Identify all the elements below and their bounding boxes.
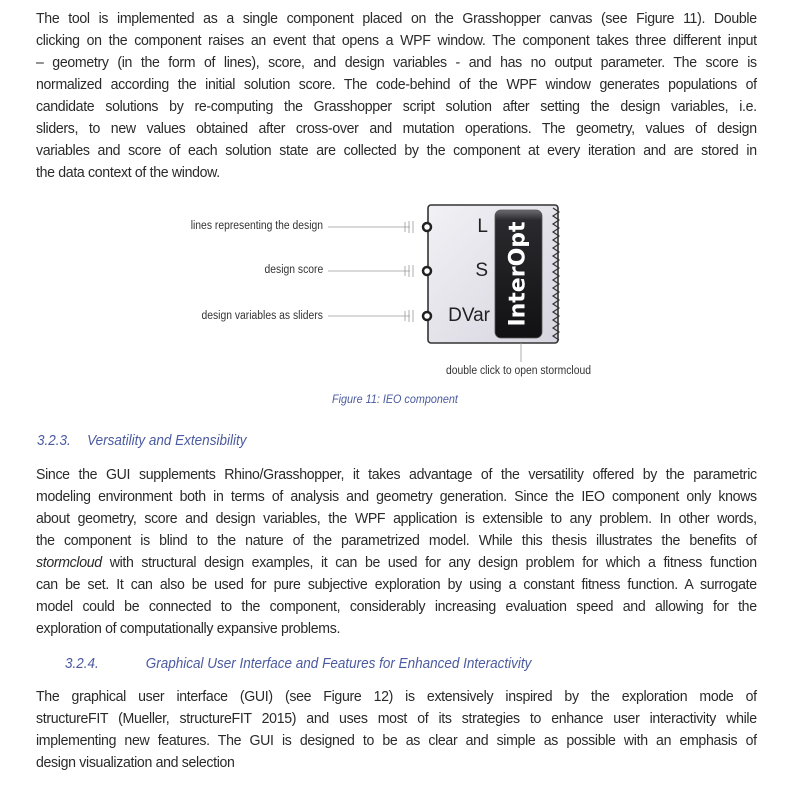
text-line: can be set. It can also be used for pure subjective exploration by using a constant fitness function. A surrogate	[36, 576, 757, 593]
text-line: sliders, to new values obtained after cross-over and mutation operations. The geometry, values of design	[36, 120, 757, 137]
text-line: model could be connected to the component, considerably increasing evaluation speed and allowing for the	[36, 598, 757, 615]
section-title: Graphical User Interface and Features for Enhanced Interactivity	[145, 655, 532, 672]
wire-ticks	[405, 221, 413, 322]
section-324-paragraph	[36, 686, 757, 774]
text-line: modeling environment both in terms of analysis and geometry generation. Since the IEO component only knows	[36, 488, 757, 505]
text-line: candidate solutions by re-computing the Grasshopper script solution after setting the design variables, i.e.	[36, 98, 757, 115]
input-label-score: design score	[264, 264, 323, 276]
text-line: The graphical user interface (GUI) (see Figure 12) is extensively inspired by the exploration mode of	[36, 688, 757, 705]
component-name[interactable]: InterOpt	[505, 221, 531, 327]
italic-term: stormcloud	[36, 554, 102, 571]
section-323-paragraph	[36, 464, 757, 640]
text-line: design visualization and selection	[36, 754, 235, 771]
figure-caption: Figure 11: IEO component	[332, 392, 458, 406]
text-line	[36, 552, 757, 574]
section-heading-323	[37, 432, 246, 449]
text-line: the component is blind to the nature of the parametrized model. While this thesis illustrates the benefits of	[36, 532, 757, 549]
section-number: 3.2.4.	[65, 655, 99, 672]
section-heading-324	[65, 655, 531, 672]
param-s: S	[475, 260, 488, 281]
text-fragment: with structural design examples, it can be used for any design problem for which a fitness function	[109, 554, 757, 571]
text-line: The tool is implemented as a single component placed on the Grasshopper canvas (see Figure 11). Double	[36, 10, 757, 27]
text-line: exploration of computationally expansive problems.	[36, 620, 341, 637]
text-line: structureFIT (Mueller, structureFIT 2015) and uses most of its strategies to enhance user interactivity while	[36, 710, 757, 727]
param-dvar: DVar	[448, 305, 490, 326]
input-wires	[328, 227, 410, 316]
text-line: about geometry, score and design variables, the WPF application is extensible to any problem. In other words,	[36, 510, 757, 527]
text-line: clicking on the component raises an event that opens a WPF window. The component takes three different input	[36, 32, 757, 49]
input-label-lines: lines representing the design	[190, 220, 323, 232]
text-line: variables and score of each solution state are collected by the component at every iteration and are stored in	[36, 142, 757, 159]
input-label-dvar: design variables as sliders	[201, 310, 323, 322]
text-line: normalized according the initial solution score. The code-behind of the WPF window generates populations of	[36, 76, 757, 93]
text-line: implementing new features. The GUI is designed to be as clear and simple as possible with an emphasis of	[36, 732, 757, 749]
section-number: 3.2.3.	[37, 432, 71, 449]
double-click-annotation: double click to open stormcloud	[446, 365, 591, 377]
text-line: Since the GUI supplements Rhino/Grasshopper, it takes advantage of the versatility offered by the parametric	[36, 466, 757, 483]
text-line: the data context of the window.	[36, 164, 220, 181]
section-title: Versatility and Extensibility	[87, 432, 247, 449]
param-l: L	[477, 216, 488, 237]
text-line: – geometry (in the form of lines), score, and design variables - and has no output parameter. The score is	[36, 54, 757, 71]
